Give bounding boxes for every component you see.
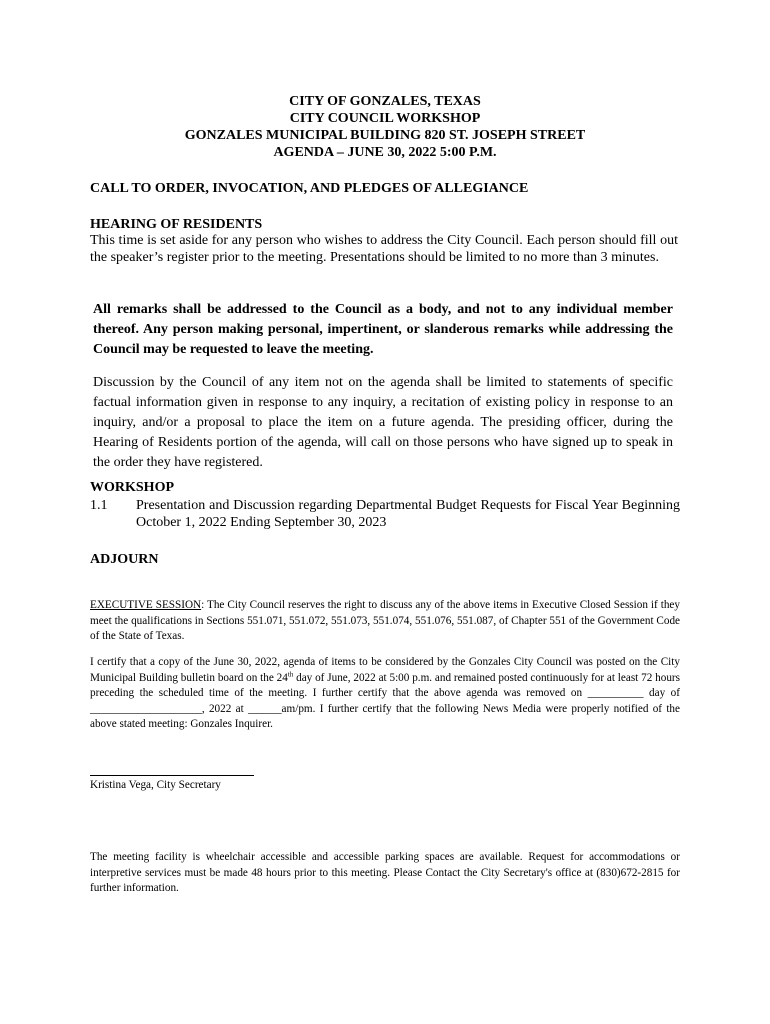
certification-text-2: day of June, 2022 at 5:00 p.m. and remained posted continuously for at least 72 hours preceding the scheduled time of the meeting. I further certify that the above agenda was removed on __________ day of ____________________, 2022 at ______am/pm. I further certify that the following News Media were properly notified of the above stated meeting: Gonzales Inquirer. bbox=[90, 671, 680, 730]
executive-session-label: EXECUTIVE SESSION bbox=[90, 599, 202, 611]
meeting-type: CITY COUNCIL WORKSHOP bbox=[289, 111, 481, 126]
meeting-location: GONZALES MUNICIPAL BUILDING 820 ST. JOSEPH STREET bbox=[184, 128, 586, 143]
posting-certification bbox=[90, 655, 680, 733]
workshop-heading: WORKSHOP bbox=[90, 480, 175, 495]
signer-name: Kristina Vega, City Secretary bbox=[90, 779, 221, 791]
certification-ordinal: th bbox=[287, 669, 294, 678]
call-to-order-heading: CALL TO ORDER, INVOCATION, AND PLEDGES OF ALLEGIANCE bbox=[90, 181, 529, 196]
agenda-header bbox=[90, 93, 680, 161]
executive-session-notice bbox=[90, 598, 680, 645]
signature-line bbox=[90, 775, 254, 776]
agenda-date: AGENDA – JUNE 30, 2022 5:00 P.M. bbox=[273, 145, 497, 160]
adjourn-heading: ADJOURN bbox=[90, 552, 159, 567]
hearing-of-residents-heading: HEARING OF RESIDENTS bbox=[90, 217, 263, 232]
executive-session-text: : The City Council reserves the right to discuss any of the above items in Executive Closed Session if they meet the qualifications in Sections 551.071, 551.072, 551.073, 551.074, 551.076, 551.087, of Chapter 551 of the Government Code of the State of Texas. bbox=[90, 599, 680, 642]
city-name: CITY OF GONZALES, TEXAS bbox=[289, 94, 481, 109]
discussion-rules: Discussion by the Council of any item not on the agenda shall be limited to statements of specific factual information given in response to any inquiry, a recitation of existing policy in response to an inquiry, and/or a proposal to place the item on a future agenda. The presiding officer, during the Hearing of Residents portion of the agenda, will call on those persons who have signed up to speak in the order they have registered. bbox=[93, 375, 673, 470]
agenda-item-description: Presentation and Discussion regarding Departmental Budget Requests for Fiscal Year Beginning October 1, 2022 Ending September 30, 2023 bbox=[136, 498, 680, 530]
agenda-item-number: 1.1 bbox=[90, 498, 108, 513]
certification-text-1: I certify that a copy of the June 30, 2022, agenda of items to be considered by the Gonzales City Council was posted on the City Municipal Building bulletin board on the 24 bbox=[90, 656, 680, 684]
remarks-rules: All remarks shall be addressed to the Council as a body, and not to any individual member thereof. Any person making personal, impertinent, or slanderous remarks while addressing the Council may be requested to leave the meeting. bbox=[93, 302, 673, 357]
facility-accessibility-notice: The meeting facility is wheelchair accessible and accessible parking spaces are available. Request for accommodations or interpretive services must be made 48 hours prior to this meeting. Please Contact the City Secretary's office at (830)672-2815 for further information. bbox=[90, 851, 680, 894]
hearing-instructions: This time is set aside for any person who wishes to address the City Council. Each person should fill out the speaker’s register prior to the meeting. Presentations should be limited to no more than 3 minutes. bbox=[90, 233, 678, 265]
